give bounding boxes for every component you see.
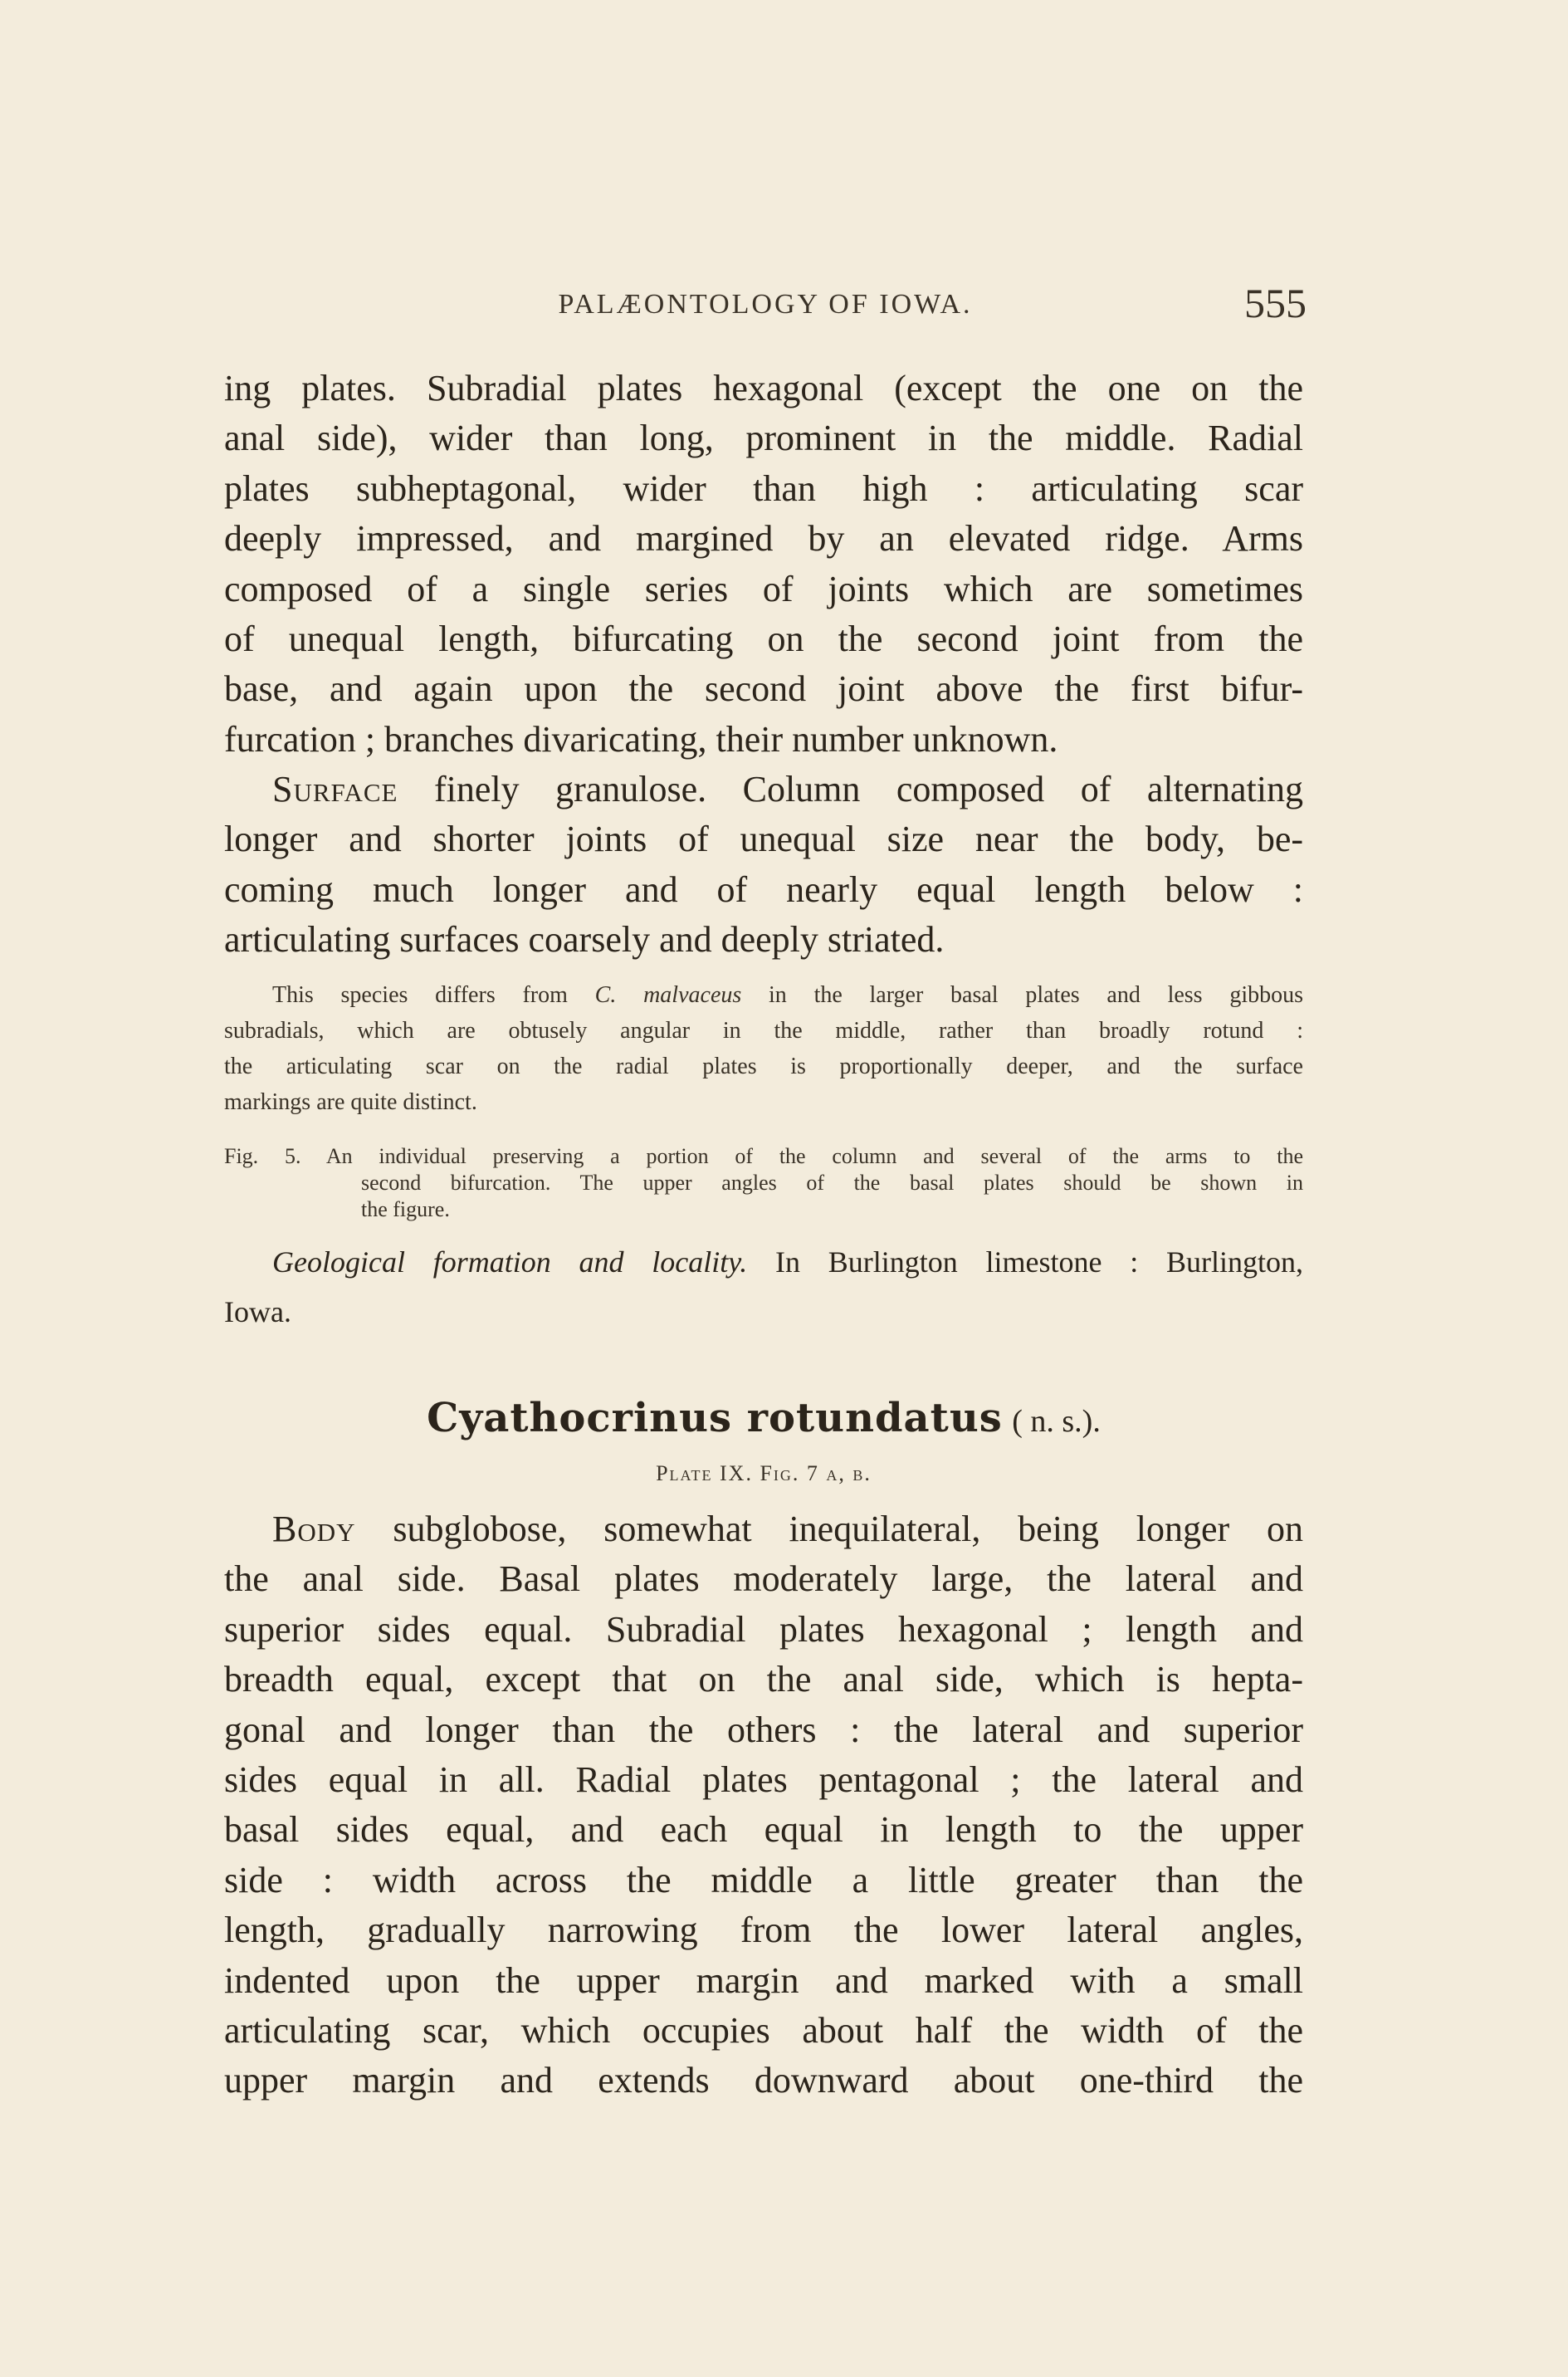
text-line: superior sides equal. Subradial plates hexagonal ; length and — [224, 1608, 1303, 1650]
species-reference: C. malvaceus — [594, 982, 742, 1008]
text-line: base, and again upon the second joint above the first bifur- — [224, 668, 1303, 710]
text-line: plates subheptagonal, wider than high : articulating scar — [224, 467, 1303, 509]
text-line: side : width across the middle a little greater than the — [224, 1859, 1303, 1900]
running-title: PALÆONTOLOGY OF IOWA. — [558, 289, 973, 320]
text-fragment: subglobose, somewhat inequilateral, being longer on — [393, 1509, 1303, 1549]
text-line: articulating surfaces coarsely and deeply striated. — [224, 919, 945, 961]
caption-line: Fig. 5. An individual preserving a portion of the column and several of the arms to the — [224, 1144, 1303, 1168]
text-line: the anal side. Basal plates moderately large, the lateral and — [224, 1558, 1303, 1600]
species-suffix: ( n. s.). — [1012, 1404, 1101, 1439]
page-number: 555 — [1244, 280, 1307, 326]
text-line: sides equal in all. Radial plates pentagonal ; the lateral and — [224, 1759, 1303, 1801]
figure-caption — [224, 1143, 1303, 1223]
text-line: indented upon the upper margin and marked with a small — [224, 1959, 1303, 2001]
geological-formation — [224, 1237, 1303, 1337]
text-line: composed of a single series of joints which are sometimes — [224, 568, 1303, 609]
text-line: the articulating scar on the radial plates is proportionally deeper, and the surface — [224, 1054, 1303, 1079]
text-line: deeply impressed, and margined by an elevated ridge. Arms — [224, 518, 1303, 560]
species-heading — [224, 1395, 1303, 1441]
species-name: Cyathocrinus rotundatus — [427, 1395, 1003, 1441]
text-fragment: In Burlington limestone : Burlington, — [775, 1245, 1304, 1279]
text-fragment: finely granulose. Column composed of alternating — [433, 769, 1304, 809]
text-line: coming much longer and of nearly equal length below : — [224, 868, 1303, 910]
caption-line: the figure. — [361, 1197, 450, 1221]
text-line: articulating scar, which occupies about half the width of the — [224, 2010, 1303, 2052]
page-header — [226, 282, 1305, 332]
text-line — [224, 977, 1303, 1013]
body-lead: Body — [272, 1509, 356, 1549]
text-line: breadth equal, except that on the anal side, which is hepta- — [224, 1659, 1303, 1700]
text-line: upper margin and extends downward about one-third the — [224, 2060, 1303, 2101]
text-line — [224, 765, 1303, 814]
paragraph-body — [224, 1504, 1303, 2106]
text-line: furcation ; branches divaricating, their number unknown. — [224, 718, 1058, 760]
formation-label: Geological formation and locality. — [272, 1245, 748, 1279]
text-line: anal side), wider than long, prominent in the middle. Radial — [224, 418, 1303, 459]
text-line: markings are quite distinct. — [224, 1089, 477, 1115]
surface-lead: Surface — [272, 769, 398, 809]
text-line: subradials, which are obtusely angular in the middle, rather than broadly rotund : — [224, 1018, 1303, 1044]
text-line — [224, 1504, 1303, 1554]
plate-reference: Plate IX. Fig. 7 a, b. — [656, 1461, 872, 1485]
text-line: Iowa. — [224, 1295, 291, 1328]
text-line: longer and shorter joints of unequal size near the body, be- — [224, 819, 1303, 860]
caption-line: second bifurcation. The upper angles of the basal plates should be shown in — [361, 1171, 1303, 1195]
comparison-note — [224, 977, 1303, 1120]
text-fragment: This species differs from — [272, 982, 568, 1008]
text-line: of unequal length, bifurcating on the second joint from the — [224, 619, 1303, 660]
text-fragment: in the larger basal plates and less gibbous — [769, 982, 1304, 1008]
text-line: ing plates. Subradial plates hexagonal (except the one on the — [224, 368, 1303, 408]
text-line: basal sides equal, and each equal in length to the upper — [224, 1809, 1303, 1851]
paragraph-surface — [224, 765, 1303, 966]
paragraph-continuation — [224, 364, 1303, 765]
text-line: length, gradually narrowing from the lower lateral angles, — [224, 1910, 1303, 1951]
text-line — [224, 1237, 1303, 1287]
text-line: gonal and longer than the others : the lateral and superior — [224, 1709, 1303, 1750]
